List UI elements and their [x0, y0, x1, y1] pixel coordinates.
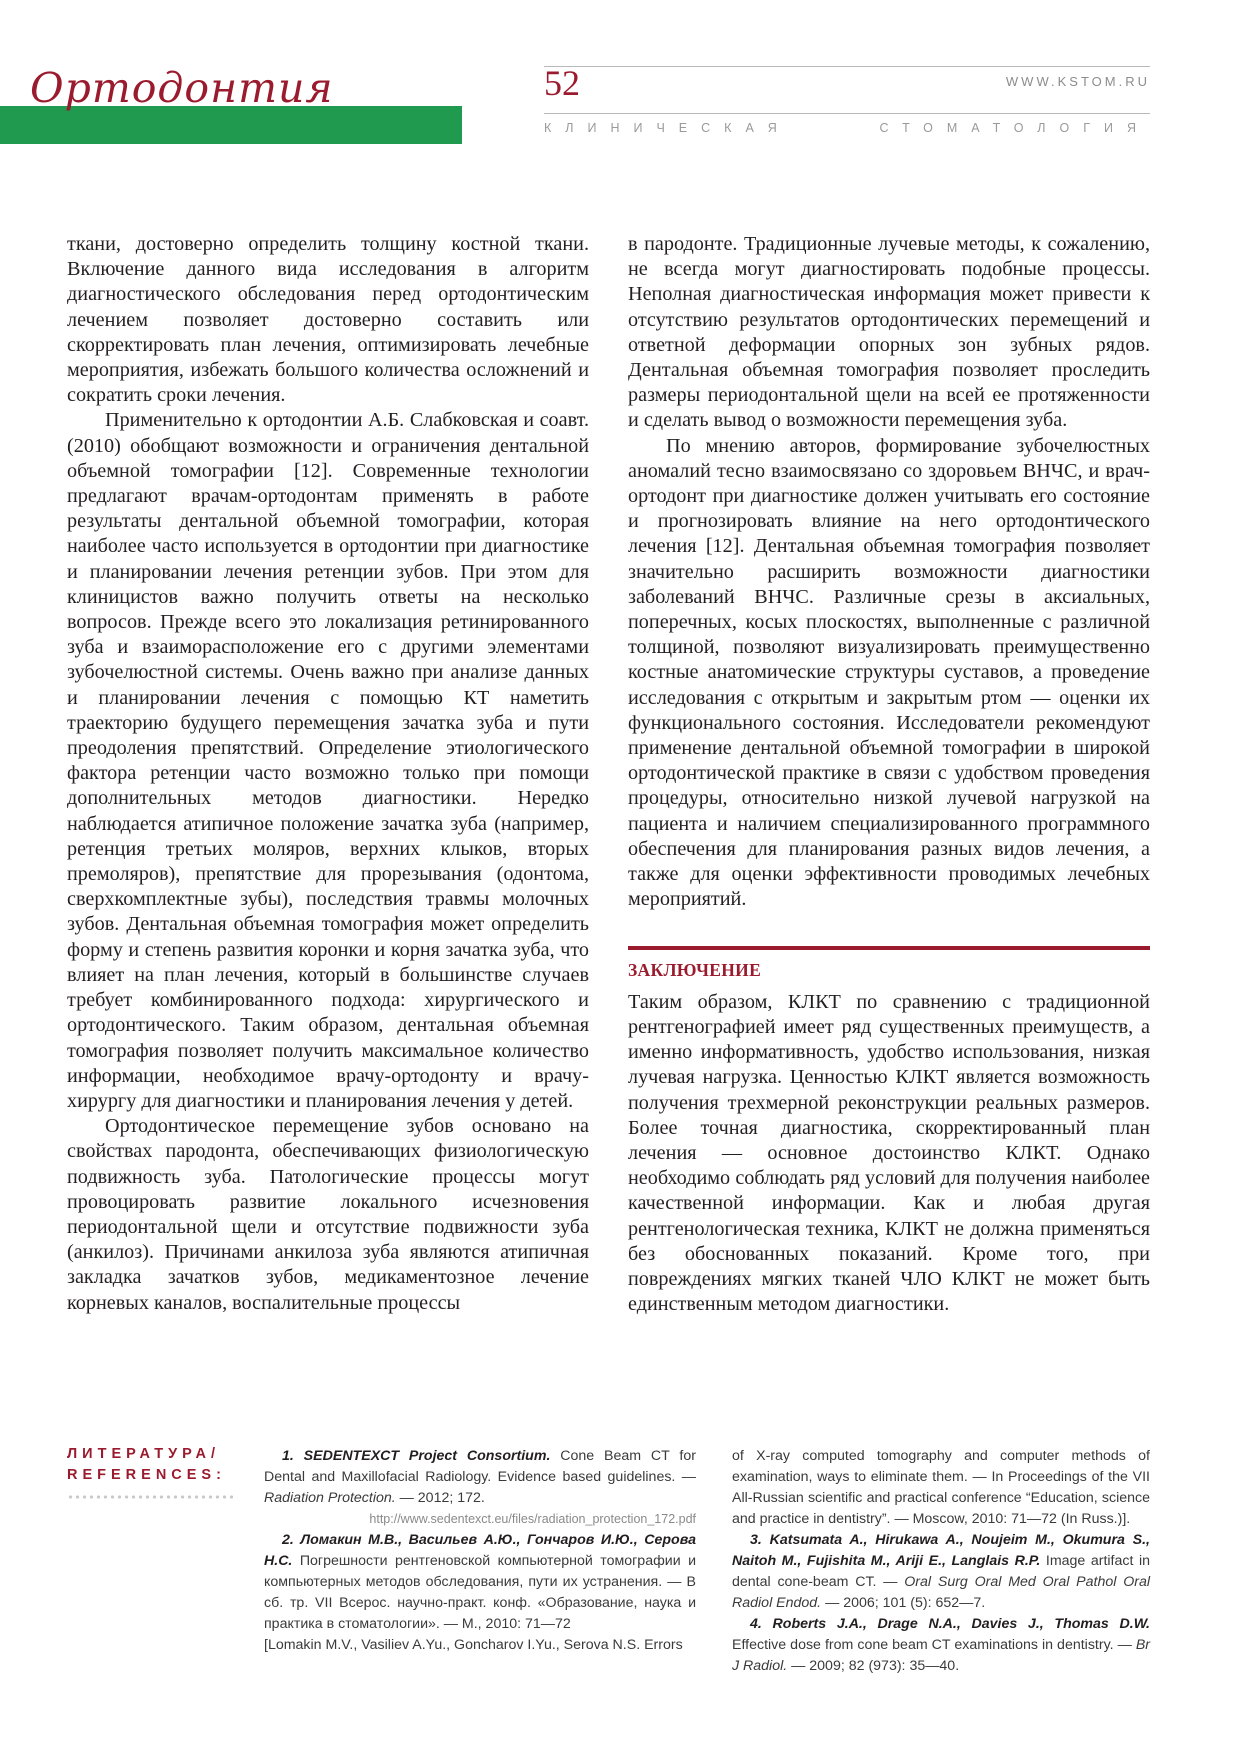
references-label-en: REFERENCES: [67, 1467, 226, 1483]
paragraph: ткани, достоверно определить толщину костной ткани. Включение данного вида исследования в алгоритм диагностического обследования перед ортодонтическим лечением позволяет достоверно составить или скорректировать план лечения, оптимизировать лечебные мероприятия, избежать большого количества осложнений и сократить сроки лечения. [67, 233, 589, 407]
journal-word-2: СТОМАТОЛОГИЯ [879, 121, 1150, 135]
reference-authors: 4. Roberts J.A., Drage N.A., Davies J., Thomas D.W. [750, 1616, 1150, 1632]
reference-translation-cont: of X-ray computed tomography and computer methods of examination, ways to eliminate them. — In Proceedings of the VII All-Russian scientific and practical conference “Education, science and practice in dentistry”. — Moscow, 2010: 71—72 (In Russ.)]. [732, 1448, 1150, 1527]
journal-name [544, 121, 1150, 135]
header-divider [544, 113, 1150, 114]
paragraph: Ортодонтическое перемещение зубов основано на свойствах пародонта, обеспечивающих физиологическую подвижность зуба. Патологические процессы могут провоцировать развитие локального исчезновения периодонтальной щели и отсутствие подвижности зуба (анкилоз). Причинами анкилоза зуба являются атипичная закладка зачатков зубов, медикаментозное лечение корневых каналов, воспалительные процессы [67, 1115, 589, 1314]
reference-item: 2. Ломакин М.В., Васильев А.Ю., Гончаров И.Ю., Серова Н.С. Погрешности рентгеновской компьютерной томографии и компьютерных методов обследования, пути их устранения. — В сб. тр. VII Всерос. научно-практ. конф. «Образование, наука и практика в стоматологии». — М., 2010: 71—72 [264, 1532, 696, 1632]
journal-word-1: КЛИНИЧЕСКАЯ [544, 121, 791, 135]
paragraph: в пародонте. Традиционные лучевые методы, к сожалению, не всегда могут диагностировать подобные процессы. Неполная диагностическая информация может привести к отсутствию результатов ортодонтических перемещений и ответной деформации опорных зон зубных рядов. Дентальная объемная томография позволяет проследить размеры периодонтальной щели на всей ее протяженности и сделать вывод о возможности перемещения зуба. [628, 233, 1150, 432]
references-label [67, 1444, 226, 1486]
page-number: 52 [544, 63, 580, 103]
reference-translation: [Lomakin M.V., Vasiliev A.Yu., Goncharov I.Yu., Serova N.S. Errors [264, 1637, 683, 1653]
reference-authors: 1. SEDENTEXCT Project Consortium. [282, 1448, 551, 1464]
reference-authors: 2. Ломакин М.В., Васильев А.Ю., Гончаров И.Ю., Серова Н.С. [264, 1532, 696, 1569]
references-label-ru: ЛИТЕРАТУРА/ [67, 1446, 221, 1462]
conclusion-text: Таким образом, КЛКТ по сравнению с традиционной рентгенографией имеет ряд существенных преимуществ, а именно информативность, удобство использования, низкая лучевая нагрузка. Ценностью КЛКТ является возможность получения трехмерной реконструкции реальных размеров. Более точная диагностика, скорректированный план лечения — основное достоинство КЛКТ. Однако необходимо соблюдать ряд условий для получения наиболее качественной информации. Как и любая другая рентгенологическая техника, КЛКТ не должна применяться без обоснованных показаний. Кроме того, при повреждениях мягких тканей ЧЛО КЛКТ не может быть единственным методом диагностики. [628, 990, 1150, 1316]
site-url: WWW.KSTOM.RU [1005, 74, 1150, 89]
left-column [67, 232, 589, 1316]
reference-item: 3. Katsumata A., Hirukawa A., Noujeim M., Okumura S., Naitoh M., Fujishita M., Ariji E., Langlais R.P. Image artifact in dental cone-beam CT. — Oral Surg Oral Med Oral Pathol Oral Radiol Endod. — 2006; 101 (5): 652—7. [732, 1532, 1151, 1611]
header-top-rule [544, 66, 1150, 67]
reference-item: 4. Roberts J.A., Drage N.A., Davies J., Thomas D.W. Effective dose from cone beam CT examinations in dentistry. — Br J Radiol. — 2009; 82 (973): 35—40. [732, 1616, 1150, 1674]
references-column-right [732, 1446, 1150, 1677]
conclusion-heading: ЗАКЛЮЧЕНИЕ [628, 960, 762, 981]
references-column-left [264, 1446, 696, 1656]
conclusion-rule [628, 946, 1150, 950]
references-dotted-rule [67, 1495, 235, 1499]
section-title: Ортодонтия [30, 64, 334, 112]
right-column [628, 232, 1150, 1317]
reference-authors: 3. Katsumata A., Hirukawa A., Noujeim M., Okumura S., Naitoh M., Fujishita M., Ariji E., Langlais R.P. [732, 1532, 1150, 1569]
reference-item: 1. SEDENTEXCT Project Consortium. Cone Beam CT for Dental and Maxillofacial Radiology. Evidence based guidelines. — Radiation Protection. — 2012; 172. [264, 1448, 696, 1506]
paragraph: По мнению авторов, формирование зубочелюстных аномалий тесно взаимосвязано со здоровьем ВНЧС, и врач-ортодонт при диагностике должен учитывать его состояние и прогнозировать влияние на него ортодонтического лечения [12]. Дентальная объемная томография позволяет значительно расширить возможности диагностики заболеваний ВНЧС. Различные срезы в аксиальных, поперечных, косых плоскостях, выполненные с различной толщиной, позволяют визуализировать преимущественно костные анатомические структуры суставов, а проведение исследования с открытым и закрытым ртом — оценки их функционального состояния. Исследователи рекомендуют применение дентальной объемной томографии в широкой ортодонтической практике в связи с удобством проведения процедуры, относительно низкой лучевой нагрузкой на пациента и наличием специализированного программного обеспечения для планирования разных видов лечения, а также для оценки эффективности проводимых лечебных мероприятий. [628, 434, 1150, 911]
reference-url[interactable]: http://www.sedentexct.eu/files/radiation_protection_172.pdf [369, 1512, 696, 1526]
paragraph: Применительно к ортодонтии А.Б. Слабковская и соавт. (2010) обобщают возможности и ограничения дентальной объемной томографии [12]. Современные технологии предлагают врачам-ортодонтам применять в работе результаты дентальной объемной томографии, которая наиболее часто используется в ортодонтии при диагностике и планировании лечения ретенции зубов. При этом для клиницистов важно получить ответы на несколько вопросов. Прежде всего это локализация ретинированного зуба и взаиморасположение его с другими элементами зубочелюстной системы. Очень важно при анализе данных и планировании лечения с помощью КТ наметить траекторию будущего перемещения зачатка зуба и пути преодоления препятствий. Определение этиологического фактора ретенции часто возможно только при помощи дополнительных методов диагностики. Нередко наблюдается атипичное положение зачатка зуба (например, ретенция третьих моляров, верхних клыков, вторых премоляров), препятствие для прорезывания (одонтома, сверхкомплектные зубы), последствия травмы молочных зубов. Дентальная объемная томография может определить форму и степень развития коронки и корня зачатка зуба, что влияет на план лечения, который в большинстве случаев требует комбинированного подхода: хирургического и ортодонтического. Таким образом, дентальная объемная томография позволяет получить максимальное количество информации, необходимое врачу-ортодонту и врачу-хирургу для диагностики и планирования лечения у детей. [67, 409, 589, 1112]
